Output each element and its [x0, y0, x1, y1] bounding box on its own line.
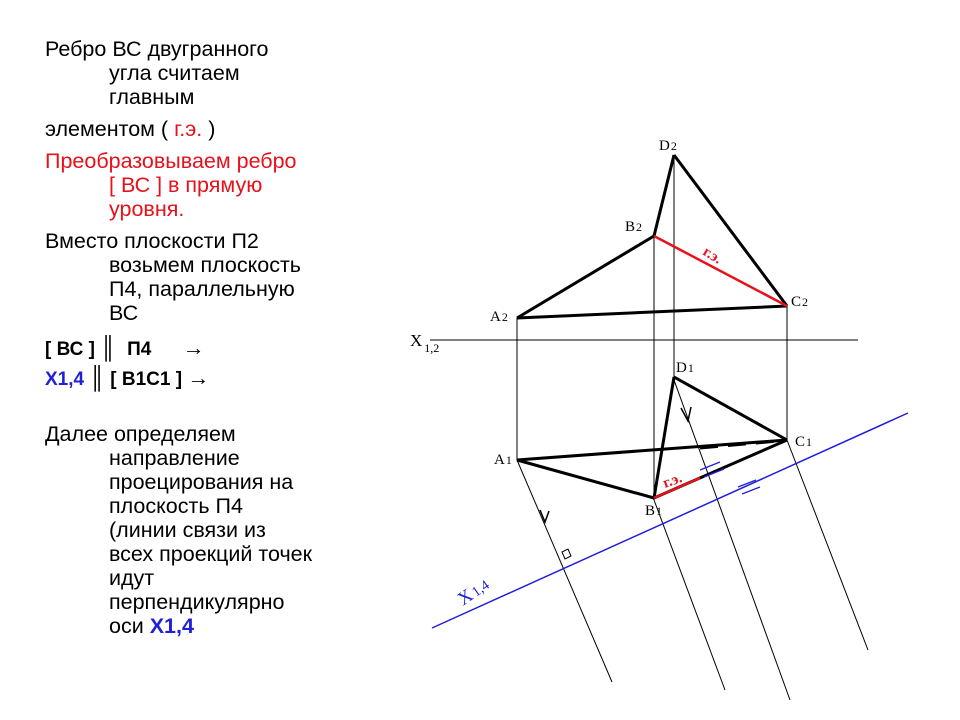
p4-line3: П4, параллельную	[109, 277, 295, 301]
p3-line2: [ ВС ] в прямую	[109, 173, 263, 197]
edge-a2-b2	[517, 236, 654, 318]
p7-line7: идут	[109, 566, 155, 590]
paragraph-element-note	[45, 117, 375, 141]
label-c2: C2	[791, 294, 809, 310]
p1-line3: главным	[109, 85, 195, 109]
label-x12: X $_{1,2}$	[410, 331, 440, 355]
link-c-p4	[787, 440, 868, 650]
text-column	[0, 0, 390, 720]
p7-line4: плоскость П4	[109, 494, 243, 518]
label-b2: B2	[625, 219, 643, 235]
p7-line9	[45, 614, 375, 638]
paragraph-projection-direction	[45, 422, 375, 638]
connection-lines	[517, 155, 868, 700]
p5-right: П4	[127, 339, 152, 360]
p7-line3: проецирования на	[109, 470, 294, 494]
axis-x14	[432, 413, 908, 628]
label-a2: A2	[490, 309, 508, 325]
p6-left: X1,4	[45, 369, 85, 390]
link-b-p4	[654, 500, 725, 690]
p7-line9-prefix: оси	[109, 614, 150, 638]
p4-line4: ВС	[109, 301, 139, 325]
p6-right: [ В1С1 ]	[110, 369, 183, 390]
p5-left: [ ВС ]	[45, 339, 95, 360]
right-angle-mark	[562, 549, 571, 559]
edge-b2-d2	[654, 155, 674, 236]
p4-line2: возьмем плоскость	[109, 253, 301, 277]
label-d2: D2	[659, 138, 677, 154]
p3-line3: уровня.	[109, 197, 185, 221]
point-labels	[410, 138, 812, 519]
arrow-right-icon: →	[182, 335, 205, 360]
edge-d2-c2	[674, 155, 787, 306]
label-a1: A1	[494, 452, 512, 468]
p2-prefix: элементом (	[45, 117, 175, 141]
p7-line6: всех проекций точек	[109, 542, 313, 566]
label-c1: C1	[795, 434, 813, 450]
p7-line9-highlight: X1,4	[149, 614, 194, 638]
parallel-symbol: ║	[100, 335, 116, 360]
label-d1: D1	[676, 360, 694, 376]
label-main-element-bottom: г.э.	[660, 470, 685, 492]
p7-line5: (линии связи из	[109, 518, 266, 542]
p3-line1: Преобразовываем ребро	[45, 149, 297, 173]
link-d-p4	[674, 380, 790, 700]
label-b1: B1	[645, 503, 663, 519]
p1-line1: Ребро ВС двугранного	[45, 37, 269, 61]
parallel-statement-2	[45, 366, 375, 392]
p2-suffix: )	[202, 117, 216, 141]
descriptive-geometry-drawing	[390, 0, 960, 720]
p2-highlight: г.э.	[174, 117, 203, 141]
p1-line2: угла считаем	[109, 61, 240, 85]
p7-line1: Далее определяем	[45, 422, 236, 446]
arrow-right-icon: →	[187, 365, 210, 390]
p4-line1: Вместо плоскости П2	[45, 229, 259, 253]
p7-line2: направление	[109, 446, 240, 470]
paragraph-main-element	[45, 37, 375, 109]
horizontal-projection	[517, 377, 787, 498]
p7-line8: перпендикулярно	[109, 590, 285, 614]
label-main-element-top: г.э.	[699, 243, 725, 268]
edge-a1-b1	[517, 460, 654, 498]
frontal-projection	[517, 155, 787, 318]
paragraph-transform	[45, 149, 375, 221]
edge-a2-c2	[517, 306, 787, 318]
paragraph-plane-replacement	[45, 229, 375, 325]
parallel-statement-1	[45, 336, 375, 362]
link-a-p4	[517, 460, 612, 682]
label-x14: X1,4	[453, 577, 493, 611]
parallel-symbol: ║	[89, 365, 105, 390]
